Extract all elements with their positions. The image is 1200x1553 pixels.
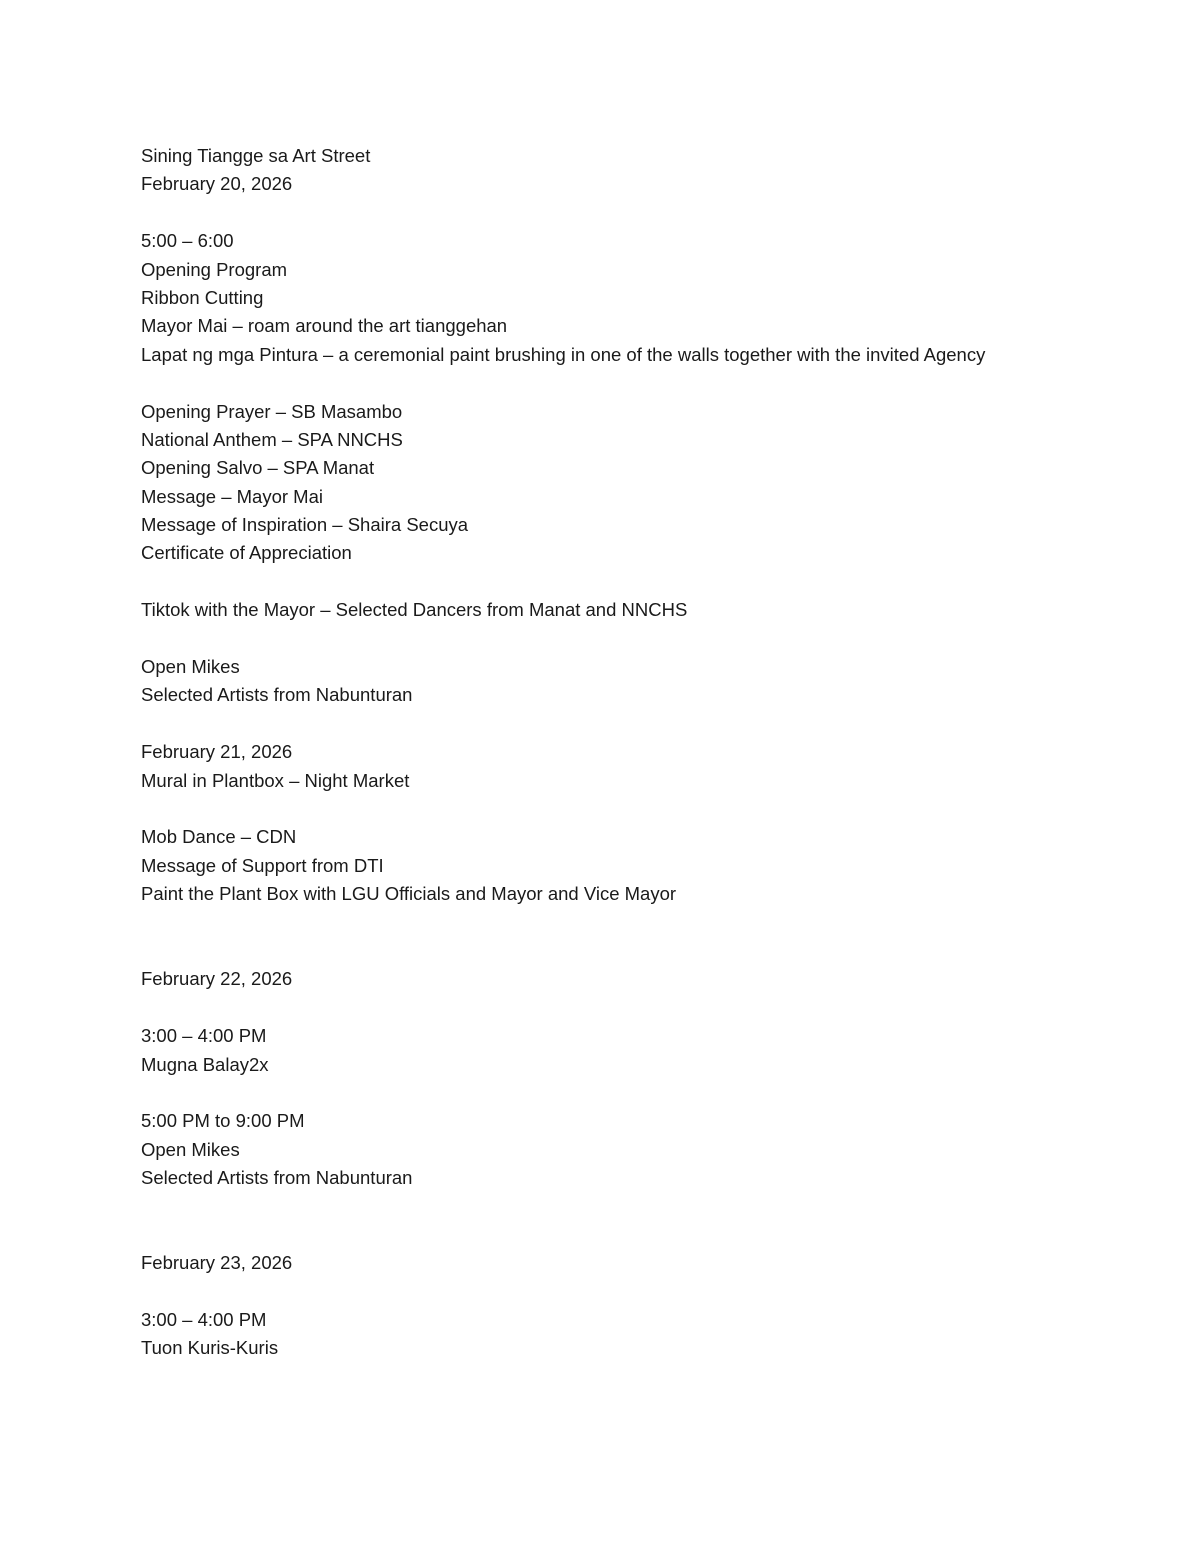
program-item: Mugna Balay2x	[141, 1053, 269, 1075]
program-item: Selected Artists from Nabunturan	[141, 1167, 413, 1189]
program-item: Opening Prayer – SB Masambo	[141, 400, 403, 422]
document-title: Sining Tiangge sa Art Street	[141, 145, 371, 166]
program-item: Selected Artists from Nabunturan	[141, 684, 413, 706]
day1-date: February 20, 2026	[141, 173, 293, 195]
day3-time1: 3:00 – 4:00 PM	[141, 1025, 267, 1047]
program-item: Certificate of Appreciation	[141, 542, 352, 564]
program-item: Tiktok with the Mayor – Selected Dancers from Manat and NNCHS	[141, 599, 688, 621]
document-body	[141, 142, 1141, 1363]
program-item: Ribbon Cutting	[141, 286, 264, 308]
program-item: Lapat ng mga Pintura – a ceremonial paint brushing in one of the walls together with the invited Agency	[141, 343, 986, 365]
program-item: Message of Inspiration – Shaira Secuya	[141, 514, 469, 536]
program-item: National Anthem – SPA NNCHS	[141, 428, 403, 450]
program-item: Mob Dance – CDN	[141, 826, 297, 848]
day1-time: 5:00 – 6:00	[141, 230, 234, 252]
day4-time1: 3:00 – 4:00 PM	[141, 1309, 267, 1331]
program-item: Mural in Plantbox – Night Market	[141, 769, 410, 791]
day2-date: February 21, 2026	[141, 741, 293, 763]
program-item: Open Mikes	[141, 656, 240, 678]
program-item: Opening Salvo – SPA Manat	[141, 457, 375, 479]
day3-date: February 22, 2026	[141, 968, 293, 990]
program-item: Message – Mayor Mai	[141, 485, 323, 507]
program-item: Paint the Plant Box with LGU Officials and Mayor and Vice Mayor	[141, 883, 677, 905]
day4-date: February 23, 2026	[141, 1252, 293, 1274]
program-item: Mayor Mai – roam around the art tianggehan	[141, 315, 508, 337]
day3-time2: 5:00 PM to 9:00 PM	[141, 1110, 305, 1132]
program-item: Open Mikes	[141, 1138, 240, 1160]
program-item: Message of Support from DTI	[141, 854, 384, 876]
program-item: Tuon Kuris-Kuris	[141, 1337, 279, 1359]
program-item: Opening Program	[141, 258, 288, 280]
